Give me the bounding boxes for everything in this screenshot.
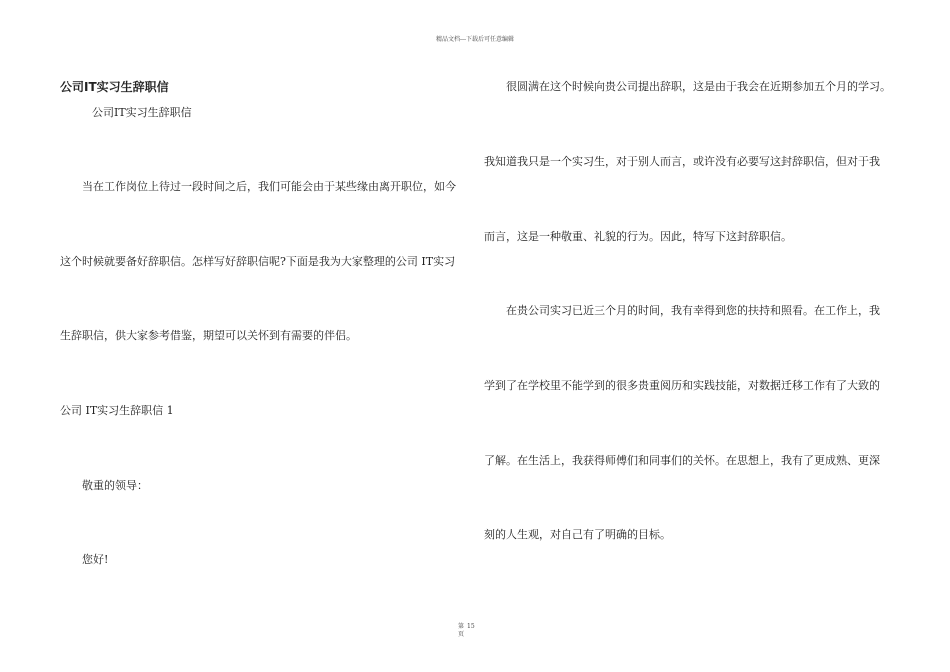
paragraph-line: 在贵公司实习已近三个月的时间，我有幸得到您的扶持和照看。在工作上，我 xyxy=(506,304,880,317)
paragraph-line: 这个时候就要备好辞职信。怎样写好辞职信呢?下面是我为大家整理的公司 IT实习 xyxy=(60,255,456,268)
paragraph-line: 很圆满在这个时候向贵公司提出辞职，这是由于我会在近期参加五个月的学习。 xyxy=(506,80,891,93)
right-column xyxy=(484,0,904,672)
paragraph-line: 学到了在学校里不能学到的很多贵重阅历和实践技能，对数据迁移工作有了大致的 xyxy=(484,379,880,392)
paragraph-line: 当在工作岗位上待过一段时间之后，我们可能会由于某些缘由离开职位，如今 xyxy=(82,180,456,193)
document-title: 公司IT实习生辞职信 xyxy=(60,80,169,94)
greeting: 您好! xyxy=(82,553,109,566)
paragraph-line: 生辞职信，供大家参考借鉴，期望可以关怀到有需要的伴侣。 xyxy=(60,329,357,342)
paragraph-line: 我知道我只是一个实习生，对于别人而言，或许没有必要写这封辞职信，但对于我 xyxy=(484,155,880,168)
left-column xyxy=(60,0,470,672)
page-number: 15 xyxy=(467,623,475,630)
page-suffix: 页 xyxy=(458,631,465,638)
header-note: 精品文档---下载后可任意编辑 xyxy=(435,36,515,43)
paragraph-line: 了解。在生活上，我获得师傅们和同事们的关怀。在思想上，我有了更成熟、更深 xyxy=(484,454,880,467)
page-prefix: 第 xyxy=(458,623,465,630)
paragraph-line: 刻的人生观，对自己有了明确的目标。 xyxy=(484,528,671,541)
page-footer xyxy=(458,623,475,639)
document-subtitle: 公司IT实习生辞职信 xyxy=(92,106,192,119)
paragraph-line: 而言，这是一种敬重、礼貌的行为。因此，特写下这封辞职信。 xyxy=(484,230,792,243)
salutation: 敬重的领导： xyxy=(82,479,148,492)
section-heading: 公司 IT实习生辞职信 1 xyxy=(60,404,174,417)
